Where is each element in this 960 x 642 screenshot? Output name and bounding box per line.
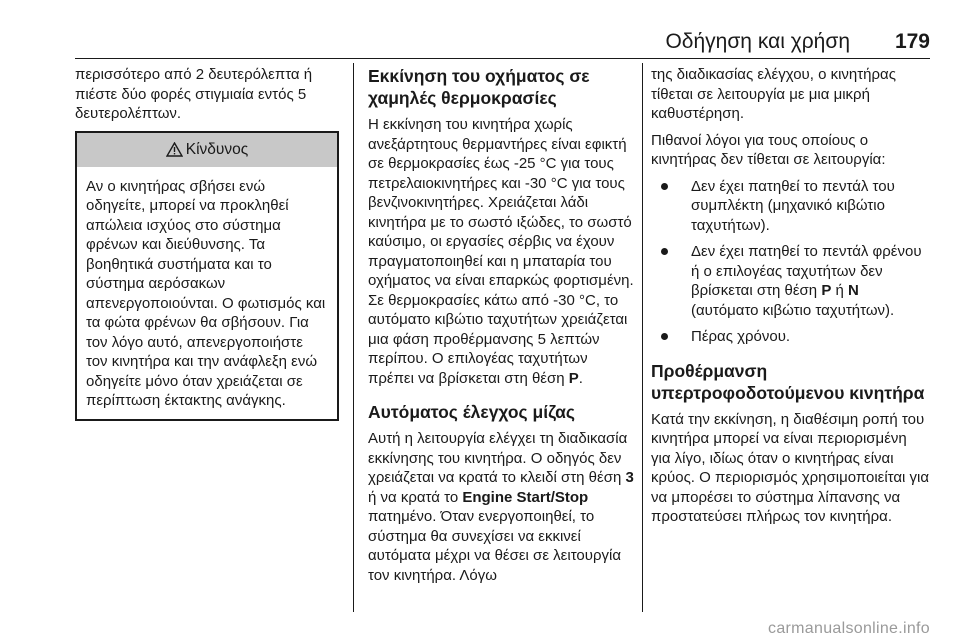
danger-body: Αν ο κινητήρας σβήσει ενώ οδηγείτε, μπορεί να προκληθεί απώλεια ισχύος στο σύστημα φρένων και διεύθυνσης. Τα βοηθητικά συστήματα και το σύστημα αερόσακων απενεργοποιούνται. Ο φωτισμός και τα φώτα φρένων θα σβήσουν. Για τον λόγο αυτό, απενεργοποιήστε τον κινητήρα και την ανάφλεξη ενώ οδηγείτε μόνο όταν χρειάζεται σε περίπτωση έκτακτης ανάγκης. <box>86 177 326 409</box>
paragraph: της διαδικασίας ελέγχου, ο κινητήρας τίθεται σε λειτουργία με μια μικρή καθυστέρηση. <box>651 66 896 122</box>
list-item: Δεν έχει πατηθεί το πεντάλ φρένου ή ο επιλογέας ταχυτήτων δεν βρίσκεται στη θέση P ή N (αυτόματο κιβώτιο ταχυτήτων). <box>651 242 930 320</box>
column-left <box>75 65 337 421</box>
paragraph: Η εκκίνηση του κινητήρα χωρίς ανεξάρτητους θερμαντήρες είναι εφικτή σε θερμοκρασίες έως -25 °C για τους πετρελαιοκινητήρες και -30 °C για τους βενζινοκινητήρες. Χρειάζεται λάδι κινητήρα με το σωστό ιξώδες, το σωστό καύσιμο, οι εργασίες σέρβις να έχουν πραγματοποιηθεί και η μπαταρία του οχήματος να είναι επαρκώς φορτισμένη. Σε θερμοκρασίες κάτω από -30 °C, το αυτόματο κιβώτιο ταχυτήτων χρειάζεται μια φάση προθέρμανσης 5 λεπτών περίπου. Ο επιλογέας ταχυτήτων πρέπει να βρίσκεται στη θέση P. <box>368 116 634 387</box>
bullet-icon <box>661 183 668 190</box>
page-header <box>0 0 960 60</box>
danger-box <box>75 131 339 421</box>
heading-auto-starter: Αυτόματος έλεγχος μίζας <box>368 402 576 422</box>
page-number: 179 <box>894 30 930 53</box>
list-item: Πέρας χρόνου. <box>651 327 930 347</box>
list-item: Δεν έχει πατηθεί το πεντάλ του συμπλέκτη (μηχανικό κιβώτιο ταχυτήτων). <box>651 177 930 236</box>
header-divider <box>75 58 930 59</box>
column-right <box>651 65 930 534</box>
reasons-list <box>651 177 930 347</box>
paragraph: Πιθανοί λόγοι για τους οποίους ο κινητήρας δεν τίθεται σε λειτουργία: <box>651 131 886 168</box>
section-title: Οδήγηση και χρήση <box>665 30 850 53</box>
heading-cold-start: Εκκίνηση του οχήματος σε χαμηλές θερμοκρασίες <box>368 66 590 108</box>
paragraph: Αυτή η λειτουργία ελέγχει τη διαδικασία εκκίνησης του κινητήρα. Ο οδηγός δεν χρειάζεται να κρατά το κλειδί στη θέση 3 ή να κρατά το Engine Start/Stop πατημένο. Όταν ενεργοποιηθεί, το σύστημα θα συνεχίσει να εκκινεί αυτόματα μέχρι να θέσει σε λειτουργία τον κινητήρα. Λόγω <box>368 430 634 584</box>
column-divider <box>353 63 354 612</box>
warning-triangle-icon <box>166 142 183 157</box>
heading-turbo-preheat: Προθέρμανση υπερτροφοδοτούμενου κινητήρα <box>651 360 925 403</box>
column-divider <box>642 63 643 612</box>
column-middle <box>368 65 634 592</box>
bullet-icon <box>661 248 668 255</box>
danger-header <box>77 133 337 167</box>
danger-title: Κίνδυνος <box>185 140 249 158</box>
paragraph: περισσότερο από 2 δευτερόλεπτα ή πιέστε δύο φορές στιγμιαία εντός 5 δευτερολέπτων. <box>75 66 313 122</box>
bullet-icon <box>661 333 668 340</box>
watermark: carmanualsonline.info <box>768 620 930 637</box>
paragraph: Κατά την εκκίνηση, η διαθέσιμη ροπή του κινητήρα μπορεί να είναι περιορισμένη για λίγο, ιδίως όταν ο κινητήρας είναι κρύος. Ο περιορισμός χρησιμοποιείται για να μπορέσει το σύστημα λίπανσης να προστατεύσει πλήρως τον κινητήρα. <box>651 410 930 525</box>
